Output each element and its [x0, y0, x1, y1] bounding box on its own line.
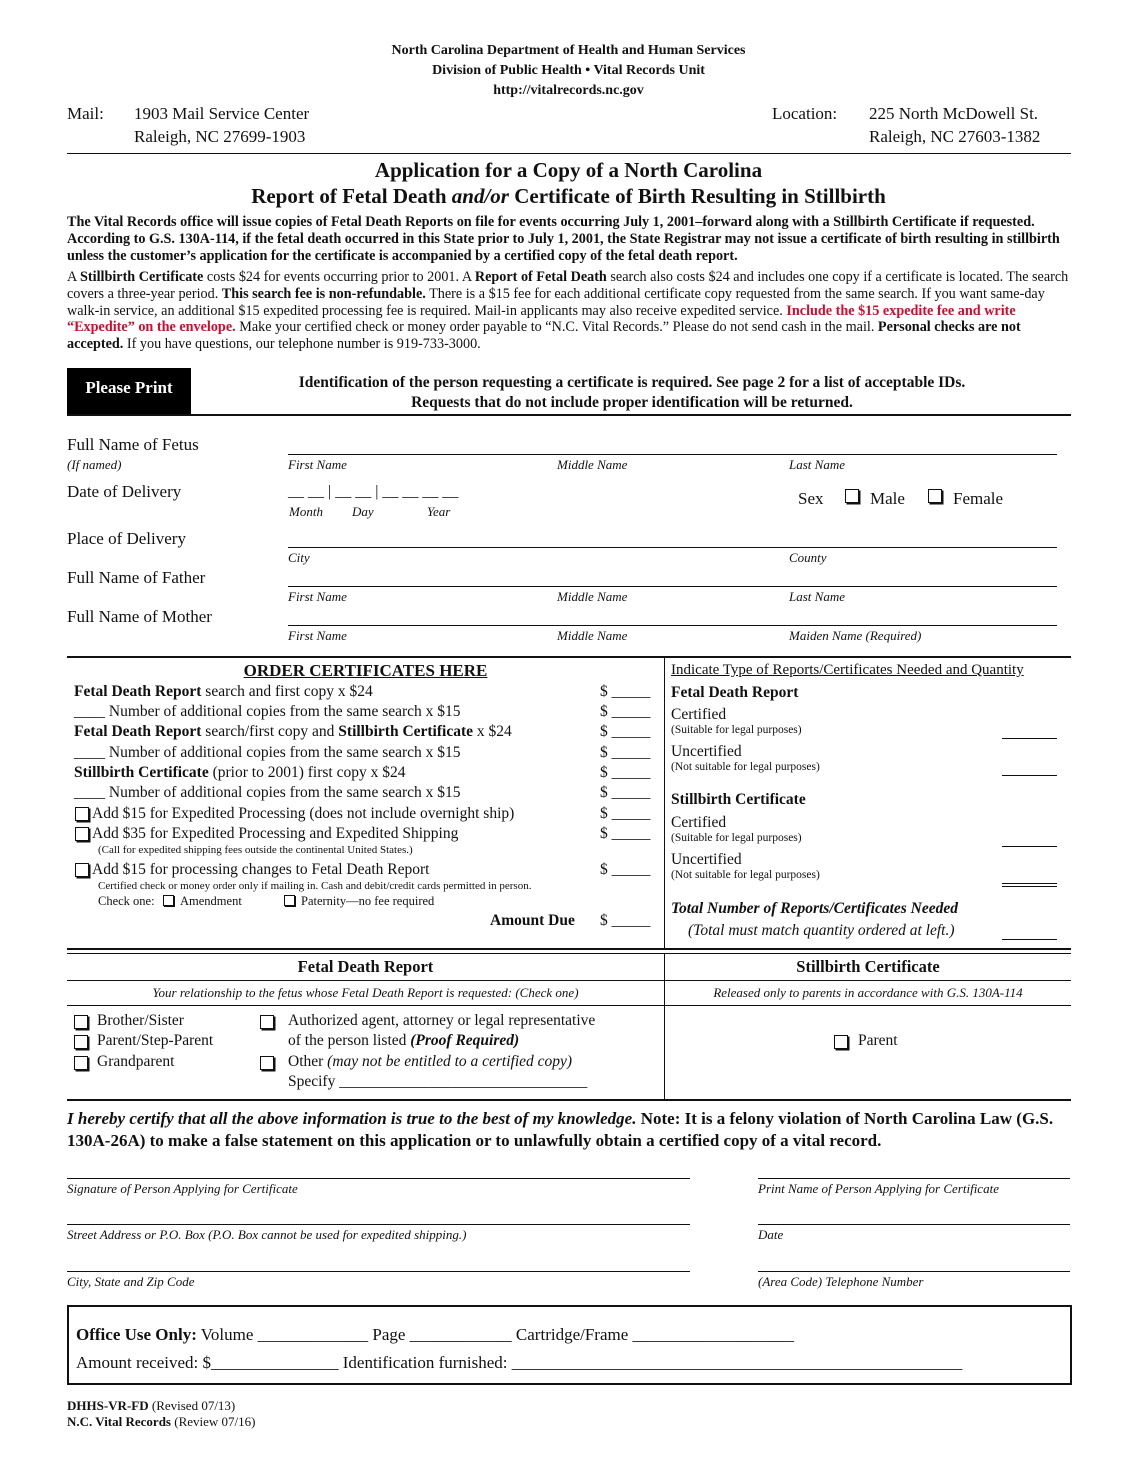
place-label: Place of Delivery [67, 529, 186, 548]
sc-certified-label: Certified [671, 814, 727, 831]
father-label: Full Name of Father [67, 568, 206, 587]
website-url: http://vitalrecords.nc.gov [493, 83, 644, 98]
street-line[interactable] [67, 1224, 690, 1225]
order-row-9: Add $15 for processing changes to Fetal Death Report [92, 861, 430, 878]
county-caption: County [789, 550, 827, 565]
grandparent-label: Grandparent [97, 1053, 175, 1070]
sc-uncertified-double-rule [1002, 886, 1057, 887]
order-amount-8[interactable]: $ _____ [600, 825, 651, 842]
fetus-first-name-caption: First Name [288, 457, 347, 472]
id-required-line-1: Identification of the person requesting a certificate is required. See page 2 for a list of acceptable IDs. [298, 374, 966, 391]
fdr-uncertified-note: (Not suitable for legal purposes) [671, 761, 820, 773]
paternity-checkbox[interactable] [284, 895, 295, 906]
amendment-label: Amendment [180, 894, 242, 908]
sc-certified-note: (Suitable for legal purposes) [671, 832, 802, 844]
brother-checkbox[interactable] [74, 1015, 88, 1029]
other-checkbox[interactable] [260, 1056, 274, 1070]
sc-certified-qty[interactable] [1002, 846, 1057, 847]
fetus-last-name-caption: Last Name [789, 457, 845, 472]
total-qty[interactable] [1002, 939, 1057, 940]
order-divider [664, 657, 665, 948]
please-print-badge: Please Print [67, 368, 191, 414]
order-amount-6[interactable]: $ _____ [600, 784, 651, 801]
grandparent-checkbox[interactable] [74, 1056, 88, 1070]
location-line-1: 225 North McDowell St. [869, 104, 1039, 123]
office-use-line-1: Office Use Only: Volume _____________ Page ____________ Cartridge/Frame ___________________ [76, 1325, 795, 1344]
shipping-note: (Call for expedited shipping fees outside the continental United States.) [98, 844, 413, 856]
signature-line[interactable] [67, 1178, 690, 1179]
order-amount-2[interactable]: $ _____ [600, 703, 651, 720]
office-use-box [67, 1305, 1072, 1385]
city-line[interactable] [67, 1271, 690, 1272]
form-number: DHHS-VR-FD (Revised 07/13) [67, 1398, 236, 1413]
certify-statement: I hereby certify that all the above information is true to the best of my knowledge. Note: It is a felony violation of North Carolina Law (G.S. 130A-26A) to make a false statement on this application or to unlawfully obtain a certified copy of a vital record. [67, 1109, 1054, 1150]
fdr-uncertified-qty[interactable] [1002, 775, 1057, 776]
signature-caption: Signature of Person Applying for Certificate [67, 1181, 298, 1196]
other-label: Other (may not be entitled to a certified copy) [288, 1053, 573, 1070]
order-amount-4[interactable]: $ _____ [600, 744, 651, 761]
division-name: Division of Public Health • Vital Records Unit [432, 63, 705, 78]
order-row-4: ____ Number of additional copies from the same search x $15 [74, 744, 461, 761]
expedite-15-checkbox[interactable] [75, 807, 89, 821]
office-use-line-2: Amount received: $_______________ Identification furnished: _____________________________________________________ [76, 1353, 963, 1372]
order-amount-7[interactable]: $ _____ [600, 805, 651, 822]
review-number: N.C. Vital Records (Review 07/16) [67, 1414, 256, 1429]
fdr-certified-label: Certified [671, 706, 727, 723]
print-name-line[interactable] [758, 1178, 1070, 1179]
amount-due-field[interactable]: $ _____ [600, 912, 651, 929]
amendment-checkbox[interactable] [163, 895, 174, 906]
male-checkbox[interactable] [845, 489, 859, 503]
order-row-1: Fetal Death Report search and first copy x $24 [74, 683, 373, 700]
location-label: Location: [772, 104, 838, 123]
amount-due-label: Amount Due [490, 912, 575, 929]
types-sc-heading: Stillbirth Certificate [671, 791, 806, 808]
agent-label-2: of the person listed (Proof Required) [288, 1032, 520, 1049]
dept-name: North Carolina Department of Health and Human Services [391, 43, 746, 58]
sex-label: Sex [798, 489, 824, 508]
father-middle-caption: Middle Name [557, 589, 628, 604]
print-name-caption: Print Name of Person Applying for Certificate [758, 1181, 999, 1196]
types-fdr-heading: Fetal Death Report [671, 684, 799, 701]
order-heading: ORDER CERTIFICATES HERE [243, 661, 488, 680]
order-bottom-rule [67, 948, 1071, 950]
intro-fee-paragraph: A Stillbirth Certificate costs $24 for events occurring prior to 2001. A Report of Fetal Death search also costs $24 and includes one copy if a certificate is located. The search covers a three-year period. This search fee is non-refundable. There is a $15 fee for each additional certificate copy requested from the same search. If you want same-day walk-in service, an additional $15 expedited processing fee is required. Mail-in applicants may also receive expedited service. Include the $15 expedite fee and write “Expedite” on the envelope. Make your certified check or money order payable to “N.C. Vital Records.” Please do not send cash in the mail. Personal checks are not accepted. If you have questions, our telephone number is 919-733-3000. [67, 269, 1069, 353]
types-heading: Indicate Type of Reports/Certificates Needed and Quantity [671, 662, 1024, 678]
delivery-date-field[interactable]: __ __ | __ __ | __ __ __ __ [288, 483, 459, 500]
year-caption: Year [427, 504, 451, 519]
order-row-8: Add $35 for Expedited Processing and Expedited Shipping [92, 825, 459, 842]
order-top-rule [67, 656, 1071, 658]
rel-fdr-sub: Your relationship to the fetus whose Fetal Death Report is requested: (Check one) [152, 985, 579, 1000]
relationship-top-rule [67, 953, 1071, 954]
order-row-6: ____ Number of additional copies from the same search x $15 [74, 784, 461, 801]
id-required-line-2: Requests that do not include proper identification will be returned. [411, 394, 853, 411]
mother-label: Full Name of Mother [67, 607, 212, 626]
phone-line[interactable] [758, 1271, 1070, 1272]
mother-middle-caption: Middle Name [557, 628, 628, 643]
female-label: Female [953, 489, 1004, 508]
relationship-sub-rule [67, 1005, 1071, 1006]
header-rule [67, 153, 1071, 154]
street-caption: Street Address or P.O. Box (P.O. Box cannot be used for expedited shipping.) [67, 1227, 467, 1242]
order-row-5: Stillbirth Certificate (prior to 2001) first copy x $24 [74, 764, 406, 781]
fetus-middle-name-caption: Middle Name [557, 457, 628, 472]
rel-sc-sub: Released only to parents in accordance with G.S. 130A-114 [713, 985, 1023, 1000]
mother-maiden-caption: Maiden Name (Required) [789, 628, 922, 643]
father-last-caption: Last Name [789, 589, 845, 604]
total-label: Total Number of Reports/Certificates Needed [671, 900, 959, 917]
order-row-2: ____ Number of additional copies from the same search x $15 [74, 703, 461, 720]
delivery-date-label: Date of Delivery [67, 482, 182, 501]
order-amount-1[interactable]: $ _____ [600, 683, 651, 700]
rel-sc-heading: Stillbirth Certificate [796, 957, 940, 976]
please-print-rule [67, 414, 1071, 416]
rel-fdr-heading: Fetal Death Report [297, 957, 434, 976]
mail-line-2: Raleigh, NC 27699-1903 [134, 127, 306, 146]
fetus-name-field[interactable] [288, 454, 1057, 455]
sc-parent-label: Parent [858, 1032, 898, 1049]
date-line[interactable] [758, 1224, 1070, 1225]
relationship-bottom-rule [67, 1099, 1071, 1101]
date-caption: Date [758, 1227, 784, 1242]
fdr-certified-note: (Suitable for legal purposes) [671, 724, 802, 736]
order-row-7: Add $15 for Expedited Processing (does not include overnight ship) [92, 805, 515, 822]
fetus-name-label: Full Name of Fetus [67, 435, 199, 454]
brother-label: Brother/Sister [97, 1012, 184, 1029]
mail-label: Mail: [67, 104, 104, 123]
male-label: Male [870, 489, 905, 508]
city-caption: City [288, 550, 310, 565]
father-first-caption: First Name [288, 589, 347, 604]
relationship-head-rule [67, 980, 1071, 981]
specify-field[interactable]: Specify ________________________________ [288, 1073, 588, 1090]
mother-field[interactable] [288, 625, 1057, 626]
sc-uncertified-qty[interactable] [1002, 883, 1057, 884]
order-amount-5[interactable]: $ _____ [600, 764, 651, 781]
paternity-label: Paternity—no fee required [301, 894, 435, 908]
total-note: (Total must match quantity ordered at left.) [688, 922, 955, 939]
order-amount-9[interactable]: $ _____ [600, 861, 651, 878]
sc-uncertified-label: Uncertified [671, 851, 742, 868]
expedite-35-checkbox[interactable] [75, 827, 89, 841]
father-field[interactable] [288, 586, 1057, 587]
female-checkbox[interactable] [928, 489, 942, 503]
mother-first-caption: First Name [288, 628, 347, 643]
phone-caption: (Area Code) Telephone Number [758, 1274, 924, 1289]
order-amount-3[interactable]: $ _____ [600, 723, 651, 740]
location-line-2: Raleigh, NC 27603-1382 [869, 127, 1041, 146]
mail-line-1: 1903 Mail Service Center [134, 104, 310, 123]
parent-step-checkbox[interactable] [74, 1035, 88, 1049]
title-line-1: Application for a Copy of a North Carolina [374, 158, 763, 182]
fdr-certified-qty[interactable] [1002, 738, 1057, 739]
month-caption: Month [289, 504, 323, 519]
check-one-label: Check one: [98, 894, 155, 908]
agent-label-1: Authorized agent, attorney or legal representative [288, 1012, 596, 1029]
changes-checkbox[interactable] [75, 863, 89, 877]
sc-parent-checkbox[interactable] [834, 1035, 848, 1049]
city-caption: City, State and Zip Code [67, 1274, 195, 1289]
title-line-2: Report of Fetal Death and/or Certificate of Birth Resulting in Stillbirth [251, 184, 886, 208]
agent-checkbox[interactable] [260, 1015, 274, 1029]
if-named-note: (If named) [67, 457, 122, 472]
fdr-uncertified-label: Uncertified [671, 743, 742, 760]
order-row-3: Fetal Death Report search/first copy and Stillbirth Certificate x $24 [74, 723, 512, 740]
sc-uncertified-note: (Not suitable for legal purposes) [671, 869, 820, 881]
payment-note: Certified check or money order only if mailing in. Cash and debit/credit cards permitted in person. [98, 880, 532, 892]
intro-bold-paragraph: The Vital Records office will issue copies of Fetal Death Reports on file for events occurring July 1, 2001–forward along with a Stillbirth Certificate if requested. According to G.S. 130A-114, if the fetal death occurred in this State prior to July 1, 2001, the State Registrar may not issue a certificate of birth resulting in stillbirth unless the customer’s application for the certificate is accompanied by a certified copy of the fetal death report. [67, 214, 1060, 264]
parent-step-label: Parent/Step-Parent [97, 1032, 214, 1049]
place-field[interactable] [288, 547, 1057, 548]
day-caption: Day [352, 504, 374, 519]
